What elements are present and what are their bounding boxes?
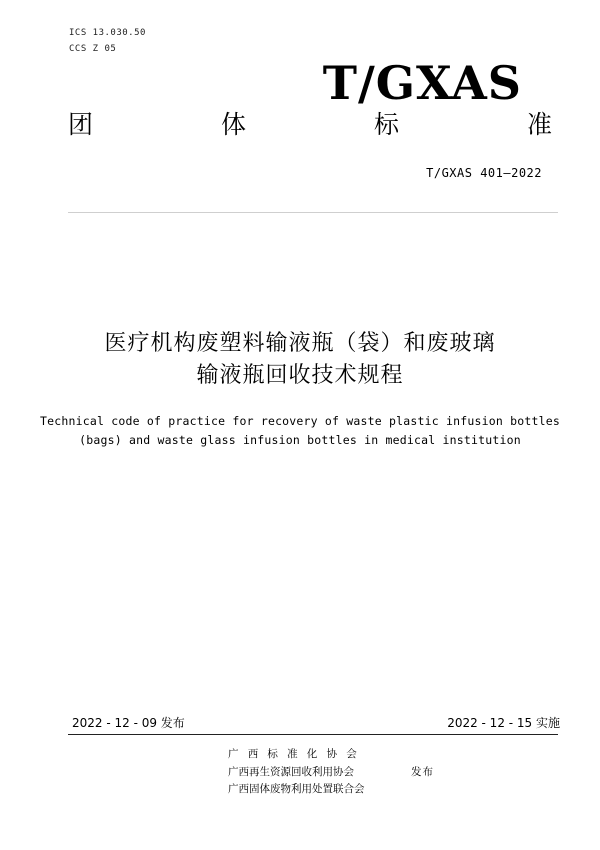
publish-label: 发布 xyxy=(411,766,434,778)
standard-type-char: 标 xyxy=(373,110,399,139)
english-title-line: (bags) and waste glass infusion bottles in medical institution xyxy=(79,433,521,447)
ccs-code: CCS Z 05 xyxy=(69,44,117,54)
top-divider xyxy=(68,212,558,213)
chinese-title-line: 医疗机构废塑料输液瓶（袋）和废玻璃 xyxy=(104,331,496,356)
standard-type-char: 体 xyxy=(220,110,246,139)
chinese-title-line: 输液瓶回收技术规程 xyxy=(196,363,404,388)
publisher-name: 广西固体废物利用处置联合会 xyxy=(228,783,365,795)
english-title-line: Technical code of practice for recovery of waste plastic infusion bottles xyxy=(39,414,561,428)
bottom-divider xyxy=(68,734,558,735)
standard-number: T/GXAS 401—2022 xyxy=(426,166,542,180)
standard-type xyxy=(68,112,552,137)
publisher-name: 广西再生资源回收利用协会 xyxy=(228,766,354,778)
chinese-title xyxy=(0,328,600,392)
implementation-date: 2022 - 12 - 15 实施 xyxy=(447,716,560,730)
publisher-name: 广西标准化协会 xyxy=(228,748,366,760)
standard-logo: T/GXAS xyxy=(322,56,522,110)
issue-date: 2022 - 12 - 09 发布 xyxy=(72,716,185,730)
ics-code: ICS 13.030.50 xyxy=(69,28,146,38)
standard-type-char: 准 xyxy=(526,110,552,139)
english-title xyxy=(0,412,600,450)
standard-type-char: 团 xyxy=(68,110,94,139)
